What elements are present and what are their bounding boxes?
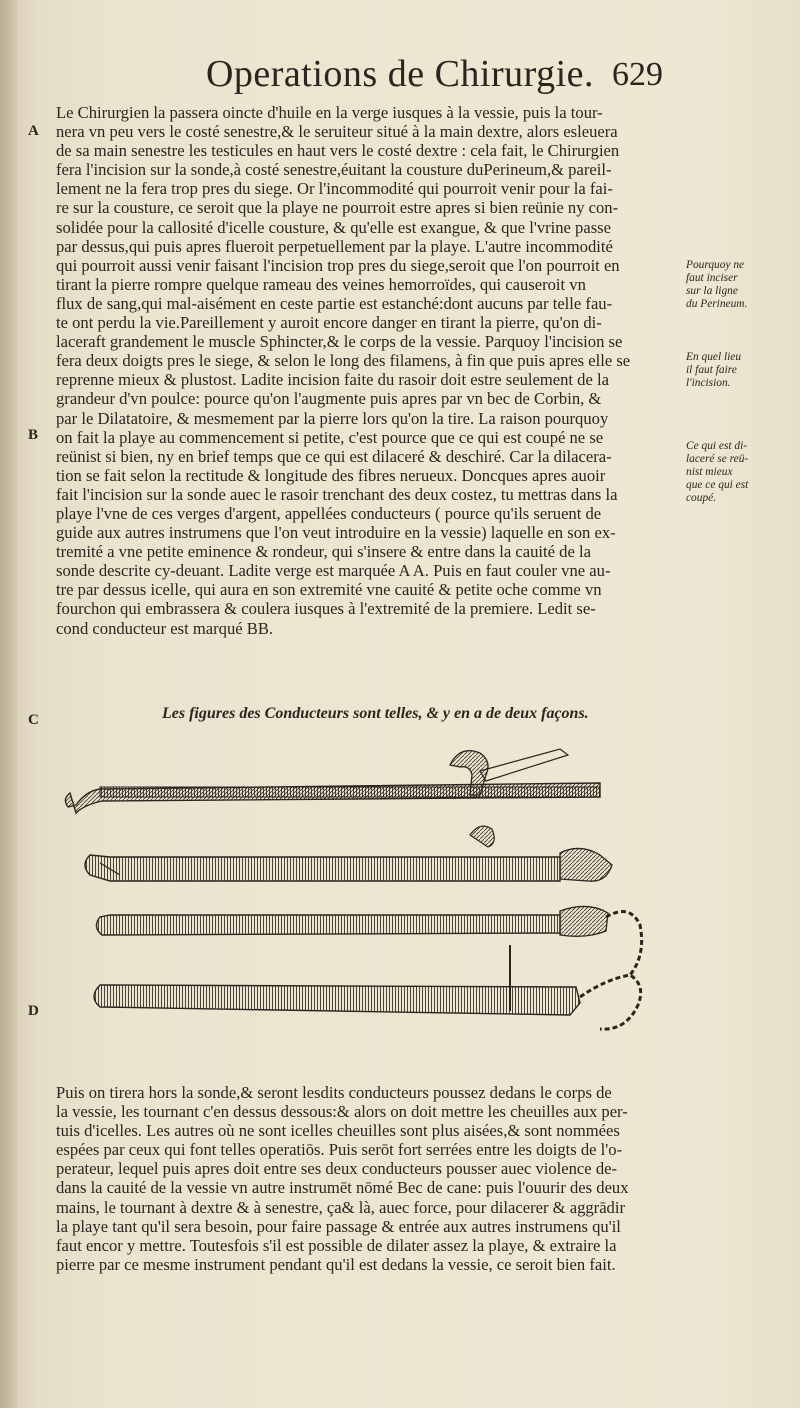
margin-note-1 xyxy=(686,259,786,311)
text-line: par le Dilatatoire, & mesmement par la pierre lors qu'on la tire. La raison pourquoy xyxy=(56,408,609,428)
text-line: tremité a vne petite eminence & rondeur, qui s'insere & entre dans la cauité de la xyxy=(56,542,591,562)
note-line: faut inciser xyxy=(686,272,738,284)
text-line: laceraft grandement le muscle Sphincter,& le corps de la vessie. Parquoy l'incision se xyxy=(56,332,623,352)
text-line: guide aux autres instrumens que l'on veut introduire en la vessie) laquelle en son ex- xyxy=(56,523,616,543)
note-line: Ce qui est di- xyxy=(686,440,748,452)
running-head xyxy=(0,52,800,96)
text-line: tirant la pierre rompre quelque rameau des veines hemorroïdes, qui causeroit vn xyxy=(56,274,586,294)
conductor-a-illustration xyxy=(65,749,600,813)
text-line: sonde descrite cy-deuant. Ladite verge est marquée A A. Puis en faut couler vne au- xyxy=(56,561,611,581)
text-line: mains, le tournant à dextre & à senestre, ça& là, auec force, pour dilacerer & aggrādir xyxy=(56,1197,625,1217)
note-line: l'incision. xyxy=(686,377,731,389)
text-line: faut encor y mettre. Toutesfois s'il est possible de dilater assez la playe, & extraire la xyxy=(56,1235,617,1255)
text-line: nera vn peu vers le costé senestre,& le seruiteur situé à la main dextre, alors esleuera xyxy=(56,122,618,142)
text-line: tion se fait selon la rectitude & longitude des fibres nerueux. Doncques apres auoir xyxy=(56,465,606,485)
text-line: reünist si bien, ny en brief temps que ce qui est dilaceré & deschiré. Car la dilacera- xyxy=(56,446,612,466)
text-line: cond conducteur est marqué BB. xyxy=(56,618,274,638)
margin-note-3 xyxy=(686,440,786,505)
body-paragraph-2 xyxy=(56,1083,678,1274)
text-line: la vessie, les tournant c'en dessus dessous:& alors on doit mettre les cheuilles aux per- xyxy=(56,1102,628,1122)
marker-b: B xyxy=(28,427,39,443)
text-line: re sur la cousture, ce seroit que la playe ne pourroit estre apres si bien reünie ny con- xyxy=(56,198,619,218)
margin-note-2 xyxy=(686,351,786,390)
marker-d: D xyxy=(28,1003,39,1019)
note-line: nist mieux xyxy=(686,466,733,478)
folio-number: 629 xyxy=(612,56,663,93)
body-paragraph-1 xyxy=(56,103,678,638)
text-line: la playe tant qu'il sera besoin, pour faire passage & entrée aux autres instrumens qu'il xyxy=(56,1216,621,1236)
text-line: espées par ceux qui font telles operatiōs. Puis serōt fort serrées entre les doigts de l'o- xyxy=(56,1140,623,1160)
note-line: En quel lieu xyxy=(686,351,742,363)
text-line: pierre par ce mesme instrument pendant qu'il est dedans la vessie, ce seroit bien fait. xyxy=(56,1254,616,1274)
text-line: de sa main senestre les testicules en haut vers le costé dextre : cela fait, le Chirurgien xyxy=(56,141,620,161)
note-line: sur la ligne xyxy=(686,285,738,297)
text-line: grandeur d'vn poulce: pource qu'on l'augmente puis apres par vn bec de Corbin, & xyxy=(56,389,602,409)
text-line: on fait la playe au commencement si petite, c'est pource que ce qui est coupé ne se xyxy=(56,427,604,447)
text-line: tre par dessus icelle, qui aura en son extremité vne cauité & petite oche comme vn xyxy=(56,580,602,600)
text-line: fera deux doigts pres le siege, & selon le long des filamens, à fin que puis apres elle se xyxy=(56,351,631,371)
text-line: par dessus,qui puis apres flueroit perpetuellement par la playe. L'autre incommodité xyxy=(56,236,613,256)
text-line: fera l'incision sur la sonde,à costé senestre,éuitant la cousture duPerineum,& pareil- xyxy=(56,160,612,180)
text-line: flux de sang,qui mal-aisément en ceste partie est estanché:dont aucuns par telle fau- xyxy=(56,293,613,313)
text-line: playe l'vne de ces verges d'argent, appellées conducteurs ( pource qu'ils seruent de xyxy=(56,503,602,523)
text-line: lement ne la fera trop pres du siege. Or l'incommodité qui pourroit venir pour la fai- xyxy=(56,179,613,199)
note-line: que ce qui est xyxy=(686,479,749,491)
marker-a: A xyxy=(28,123,39,139)
conductor-d-illustration xyxy=(94,945,641,1029)
text-line: dans la cauité de la vessie vn autre instrumēt nōmé Bec de cane: puis l'ouurir des deux xyxy=(56,1178,629,1198)
text-line: perateur, lequel puis apres doit entre ses deux conducteurs pousser auec violence de- xyxy=(56,1159,618,1179)
marker-c: C xyxy=(28,712,39,728)
note-line: du Perineum. xyxy=(686,298,748,310)
conductor-c-illustration xyxy=(96,906,641,975)
text-line: Puis on tirera hors la sonde,& seront lesdits conducteurs poussez dedans le corps de xyxy=(56,1083,612,1102)
text-line: reprenne mieux & plustost. Ladite incision faite du rasoir doit estre seulement de la xyxy=(56,370,609,390)
text-line: Le Chirurgien la passera oincte d'huile en la verge iusques à la vessie, puis la tour- xyxy=(56,103,603,122)
note-line: laceré se reü- xyxy=(686,453,749,465)
conductors-figure xyxy=(40,735,700,1055)
note-line: coupé. xyxy=(686,492,717,504)
text-line: solidée pour la callosité d'icelle cousture, & qu'elle est exangue, & que l'vrine passe xyxy=(56,217,611,237)
conductor-b-illustration xyxy=(85,826,612,881)
text-line: qui pourroit aussi venir faisant l'incision trop pres du siege,seroit que l'on pourroit en xyxy=(56,255,620,275)
text-line: fait l'incision sur la sonde auec le rasoir trenchant des deux costez, tu mettras dans la xyxy=(56,484,618,504)
figure-caption: Les figures des Conducteurs sont telles, & y en a de deux façons. xyxy=(162,705,589,722)
note-line: Pourquoy ne xyxy=(686,259,745,271)
text-line: fourchon qui embrassera & coulera iusques à l'extremité de la premiere. Ledit se- xyxy=(56,599,596,619)
text-line: tuis d'icelles. Les autres où ne sont icelles cheuilles sont plus aisées,& sont nommées xyxy=(56,1121,620,1141)
book-gutter xyxy=(0,0,18,1408)
page-title: Operations de Chirurgie. xyxy=(205,53,595,95)
note-line: il faut faire xyxy=(686,364,737,376)
text-line: te ont perdu la vie.Pareillement y auroit encore danger en tirant la pierre, qu'on di- xyxy=(56,313,602,333)
